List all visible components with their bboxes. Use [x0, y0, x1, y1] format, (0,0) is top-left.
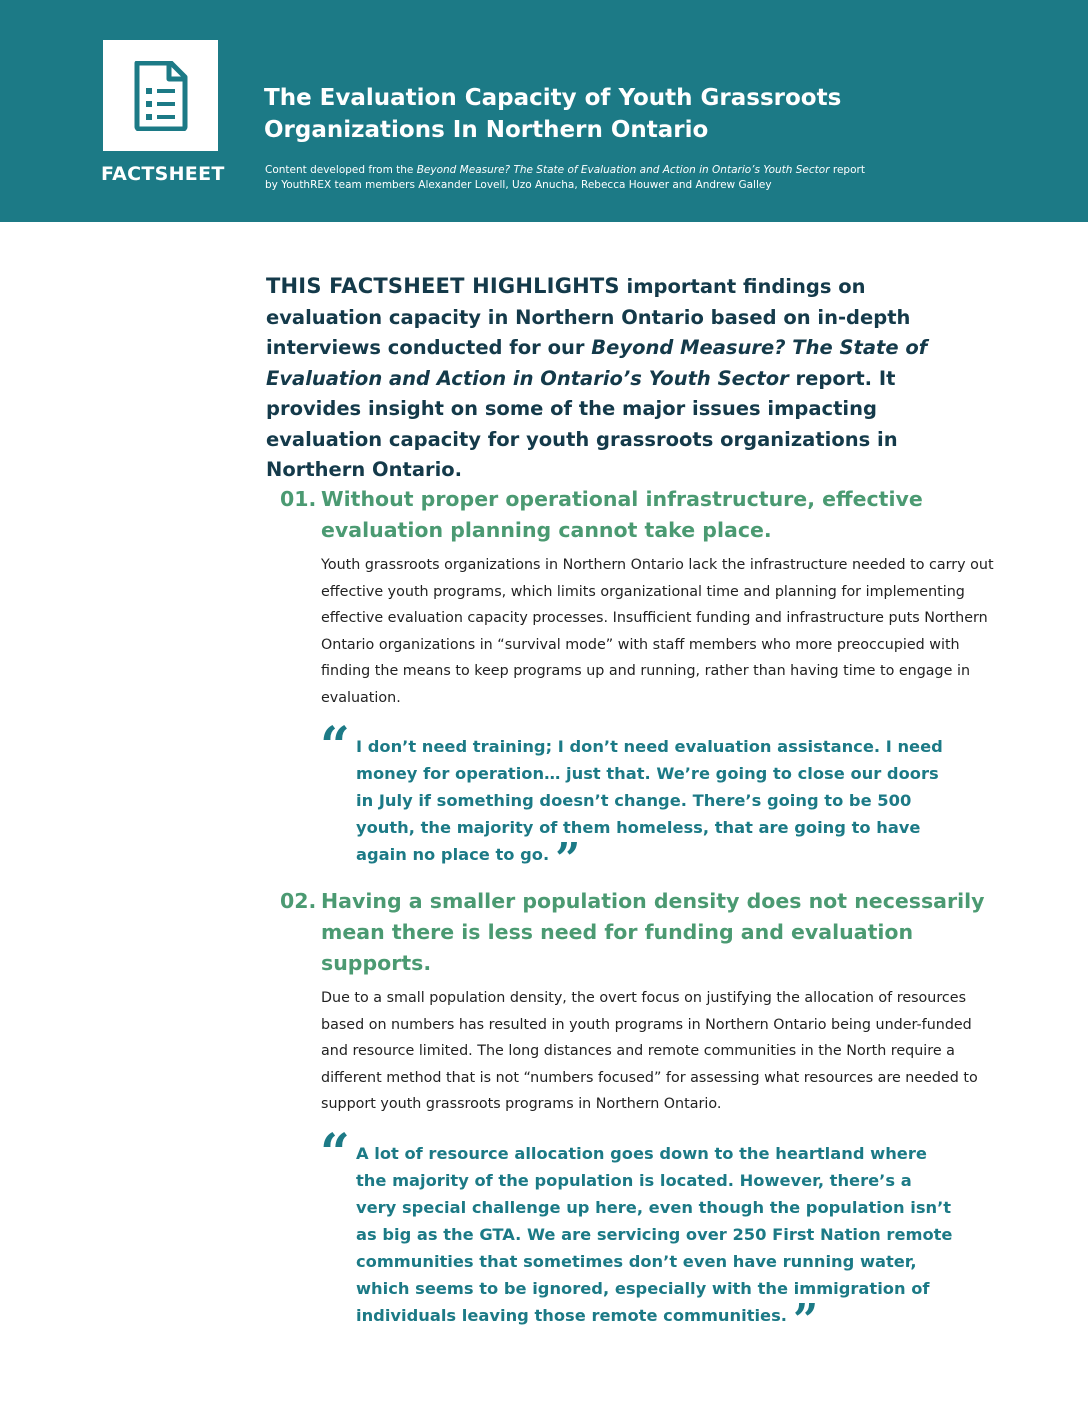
factsheet-logo [103, 40, 218, 151]
intro-paragraph [266, 271, 986, 486]
credit-line [265, 163, 865, 193]
pull-quote [320, 716, 956, 885]
open-quote-mark: “ [320, 716, 350, 777]
page-title [264, 82, 904, 146]
title-line-2: Organizations In Northern Ontario [264, 117, 709, 143]
intro-text-1: important findings on evaluation capacity in Northern Ontario based on in-depth interviews conducted for our [266, 275, 911, 359]
credit-suffix: report by YouthREX team members Alexander Lovell, Uzo Anucha, Rebecca Houwer and Andrew Galley [265, 164, 865, 191]
credit-report-title: Beyond Measure? The State of Evaluation and Action in Ontario’s Youth Sector [416, 164, 830, 176]
finding-title: Without proper operational infrastructure, effective evaluation planning cannot take place. [321, 487, 923, 542]
factsheet-badge-label: FACTSHEET [101, 163, 225, 185]
finding-body: Due to a small population density, the overt focus on justifying the allocation of resources based on numbers has resulted in youth programs in Northern Ontario being under-funded and resource limited. The long distances and remote communities in the North require a different method that is not “numbers focused” for assessing what resources are needed to support youth grassroots programs in Northern Ontario. [321, 990, 978, 1112]
finding-number: 01. [280, 487, 317, 511]
quote-text: I don’t need training; I don’t need evaluation assistance. I need money for operation… just that. We’re going to close our doors in July if something doesn’t change. There’s going to be 500 youth, the majority of them homeless, that are going to have again no place to go. [356, 737, 943, 864]
close-quote-mark: ” [792, 1294, 819, 1346]
finding-01 [280, 484, 1000, 885]
finding-02 [280, 886, 1000, 1346]
close-quote-mark: ” [555, 834, 581, 885]
finding-heading [280, 484, 1000, 546]
header-band [0, 0, 1088, 222]
finding-title: Having a smaller population density does not necessarily mean there is less need for funding and evaluation supports. [321, 889, 985, 975]
finding-number: 02. [280, 889, 317, 913]
quote-text: A lot of resource allocation goes down to the heartland where the majority of the population is located. However, there’s a very special challenge up here, even though the population isn’t as big as the GTA. We are servicing over 250 First Nation remote communities that sometimes don’t even have running water, which seems to be ignored, especially with the immigration of individuals leaving those remote communities. [356, 1143, 953, 1325]
pull-quote [320, 1122, 956, 1346]
credit-prefix: Content developed from the [265, 164, 417, 176]
document-list-icon [133, 61, 189, 131]
finding-heading [280, 886, 1000, 979]
intro-text-2: report. It provides insight on some of the major issues impacting evaluation capacity for youth grassroots organizations in Northern Ontario. [266, 366, 898, 481]
intro-lead: THIS FACTSHEET HIGHLIGHTS [266, 274, 620, 298]
title-line-1: The Evaluation Capacity of Youth Grassroots [264, 85, 842, 111]
intro-report-title: Beyond Measure? The State of Evaluation and Action in Ontario’s Youth Sector [266, 336, 928, 390]
finding-body: Youth grassroots organizations in Northern Ontario lack the infrastructure needed to carry out effective youth programs, which limits organizational time and planning for implementing effective evaluation capacity processes. Insufficient funding and infrastructure puts Northern Ontario organizations in “survival mode” with staff members who more preoccupied with finding the means to keep programs up and running, rather than having time to engage in evaluation. [321, 557, 994, 706]
open-quote-mark: “ [320, 1122, 350, 1184]
